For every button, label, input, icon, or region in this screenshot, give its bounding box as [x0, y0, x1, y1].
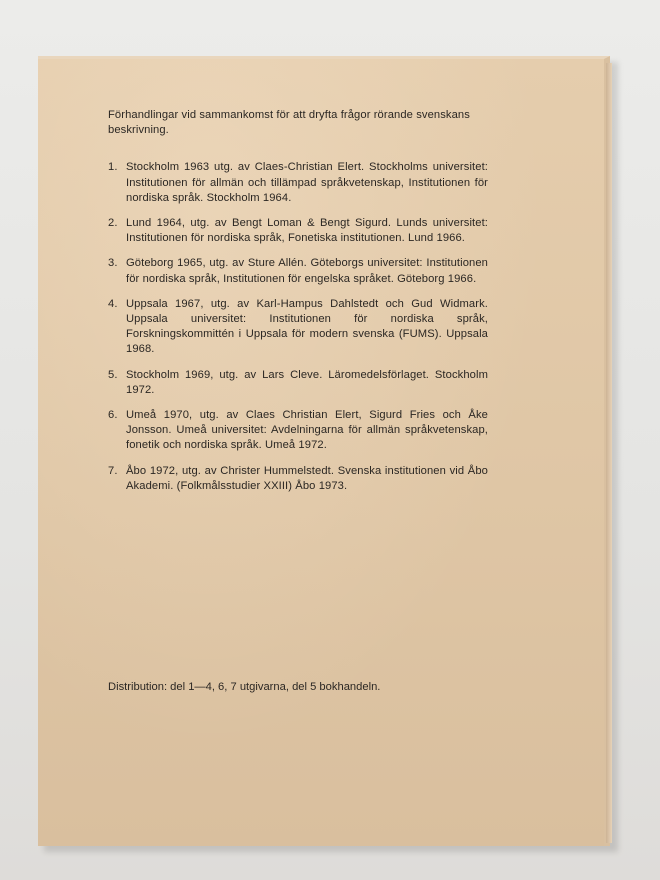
entry-text: Umeå 1970, utg. av Claes Christian Elert, Sigurd Fries och Åke Jonsson. Umeå universitet: Avdelningarna för allmän språkvetenskap, fonetik och nordiska språk. Umeå 1972.: [126, 409, 488, 452]
series-list: [108, 160, 488, 494]
entry-text: Stockholm 1969, utg. av Lars Cleve. Läromedelsförlaget. Stockholm 1972.: [126, 368, 488, 396]
entry-number: 5.: [108, 368, 118, 381]
series-intro: Förhandlingar vid sammankomst för att dryfta frågor rörande svenskans beskrivning.: [108, 109, 470, 137]
series-entry: [108, 216, 488, 246]
entry-number: 1.: [108, 161, 118, 174]
series-entry: [108, 256, 488, 286]
entry-text: Stockholm 1963 utg. av Claes-Christian Elert. Stockholms universitet: Institutionen för allmän och tillämpad språkvetenskap, Institutionen för nordiska språk. Stockholm 1964.: [126, 161, 488, 204]
series-entry: [108, 368, 488, 398]
entry-number: 4.: [108, 297, 118, 310]
entry-number: 3.: [108, 257, 118, 270]
series-entry: [108, 297, 488, 358]
entry-number: 7.: [108, 464, 118, 477]
entry-text: Åbo 1972, utg. av Christer Hummelstedt. Svenska institutionen vid Åbo Akademi. (Folkmålsstudier XXIII) Åbo 1973.: [126, 464, 488, 492]
entry-text: Uppsala 1967, utg. av Karl-Hampus Dahlstedt och Gud Widmark. Uppsala universitet: Institutionen för nordiska språk, Forskningskommittén i Uppsala för modern svenska (FUMS). Uppsala 1968.: [126, 297, 488, 356]
series-entry: [108, 464, 488, 494]
series-listing: [108, 108, 488, 504]
entry-text: Lund 1964, utg. av Bengt Loman & Bengt Sigurd. Lunds universitet: Institutionen för nordiska språk, Fonetiska institutionen. Lund 1966.: [126, 217, 488, 245]
entry-number: 2.: [108, 217, 118, 230]
entry-number: 6.: [108, 409, 118, 422]
series-entry: [108, 408, 488, 454]
entry-text: Göteborg 1965, utg. av Sture Allén. Göteborgs universitet: Institutionen för nordiska språk, Institutionen för engelska språket. Göteborg 1966.: [126, 257, 488, 285]
page-edges: [606, 63, 612, 843]
series-entry: [108, 160, 488, 206]
distribution-note: Distribution: del 1—4, 6, 7 utgivarna, del 5 bokhandeln.: [108, 681, 381, 693]
